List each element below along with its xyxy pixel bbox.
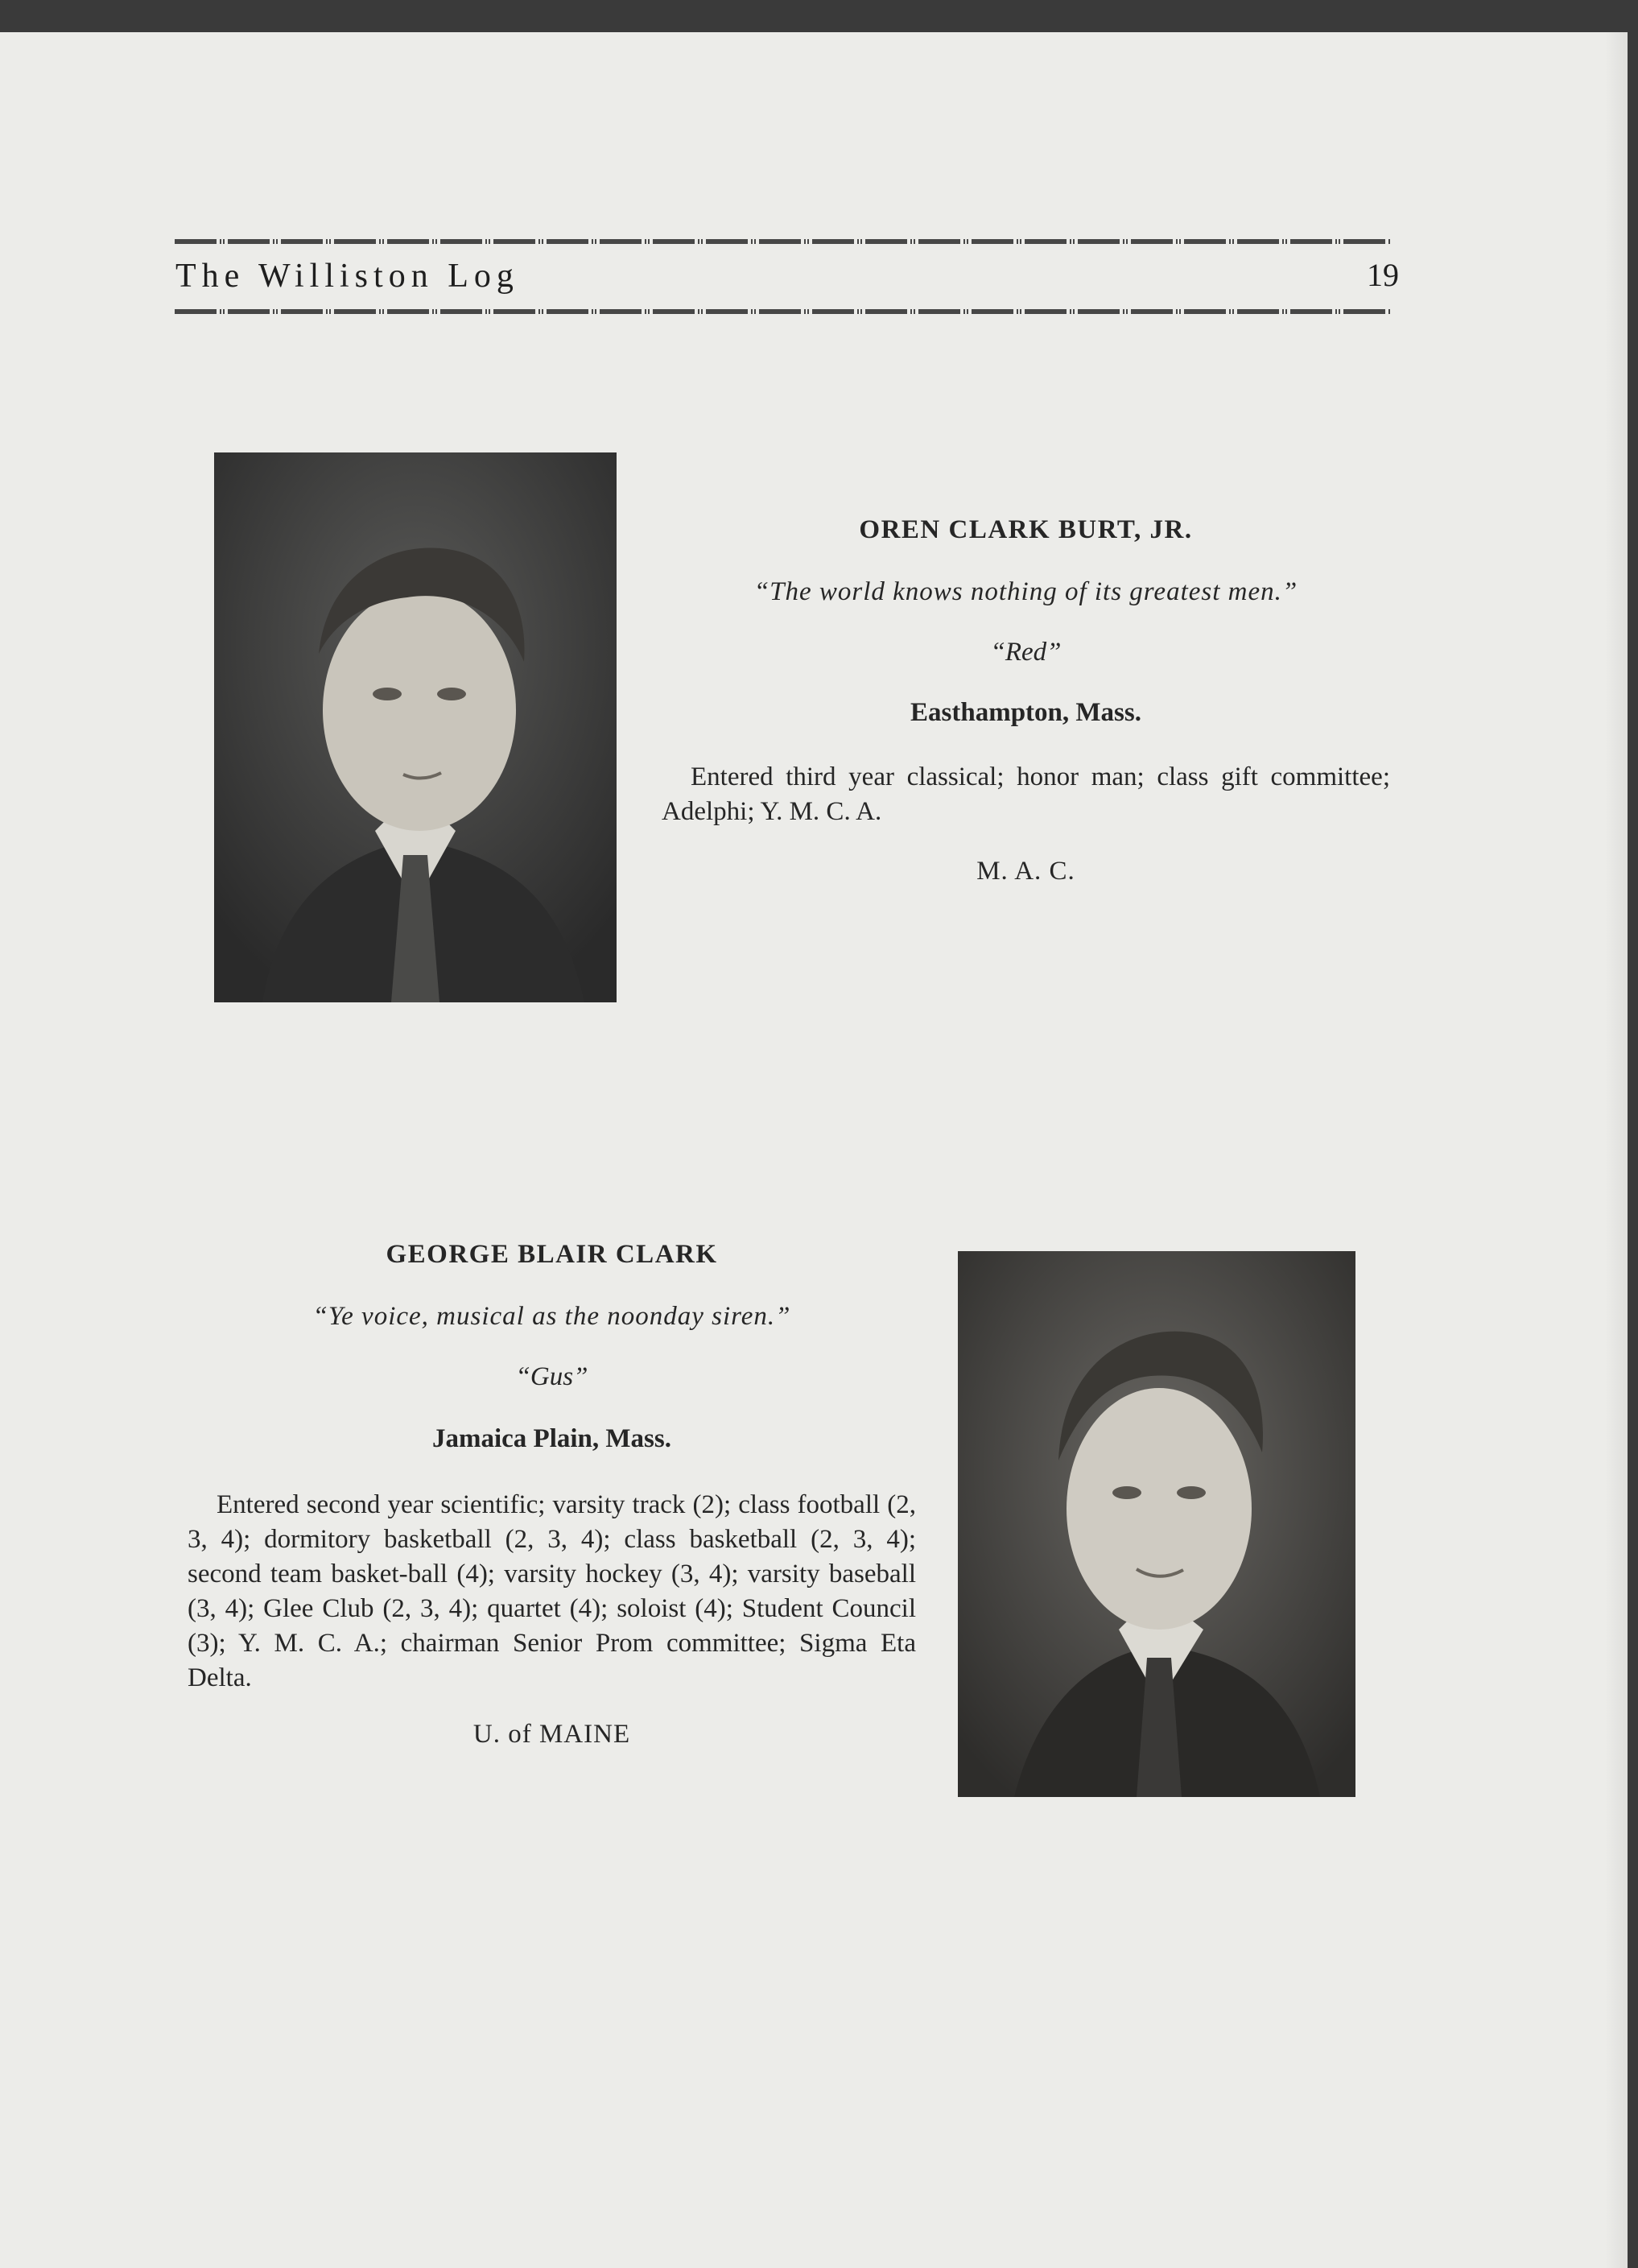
portrait-illustration [958,1251,1355,1797]
student-destination: U. of MAINE [472,1720,631,1749]
running-header-title: The Williston Log [175,258,519,295]
student-nickname: “Gus” [515,1362,588,1391]
student-bio: Entered second year scientific; varsity track (2); class football (2, 3, 4); dormitory basketball (2, 3, 4); class basketball (2, 3, 4); second team basket-ball (4); varsity hockey (3, 4); varsity baseball (3, 4); Glee Club (2, 3, 4); quartet (4); soloist (4); Student Council (3); Y. M. C. A.; chairman Senior Prom committee; Sigma Eta Delta. [188,1490,916,1692]
student-destination: M. A. C. [976,857,1075,886]
page-edge-shadow [1605,32,1628,2268]
student-bio: Entered third year classical; honor man; class gift committee; Adelphi; Y. M. C. A. [662,762,1390,826]
student-hometown: Jamaica Plain, Mass. [432,1424,671,1453]
student-hometown: Easthampton, Mass. [910,698,1141,727]
yearbook-page [0,32,1628,2268]
entry-oren-burt [662,483,1390,886]
portrait-photo-oren-burt [214,452,617,1002]
student-name: OREN CLARK BURT, JR. [859,515,1193,544]
entry-george-clark [188,1240,916,1750]
student-quote: “Ye voice, musical as the noonday siren.” [312,1302,791,1331]
student-quote: “The world knows nothing of its greatest men.” [753,577,1298,606]
header-rule-bottom [175,309,1390,314]
student-name: GEORGE BLAIR CLARK [386,1240,718,1269]
student-nickname: “Red” [990,638,1062,667]
page-number: 19 [1367,257,1399,293]
portrait-illustration [214,452,617,1002]
portrait-photo-george-clark [958,1251,1355,1797]
header-rule-top [175,239,1390,244]
